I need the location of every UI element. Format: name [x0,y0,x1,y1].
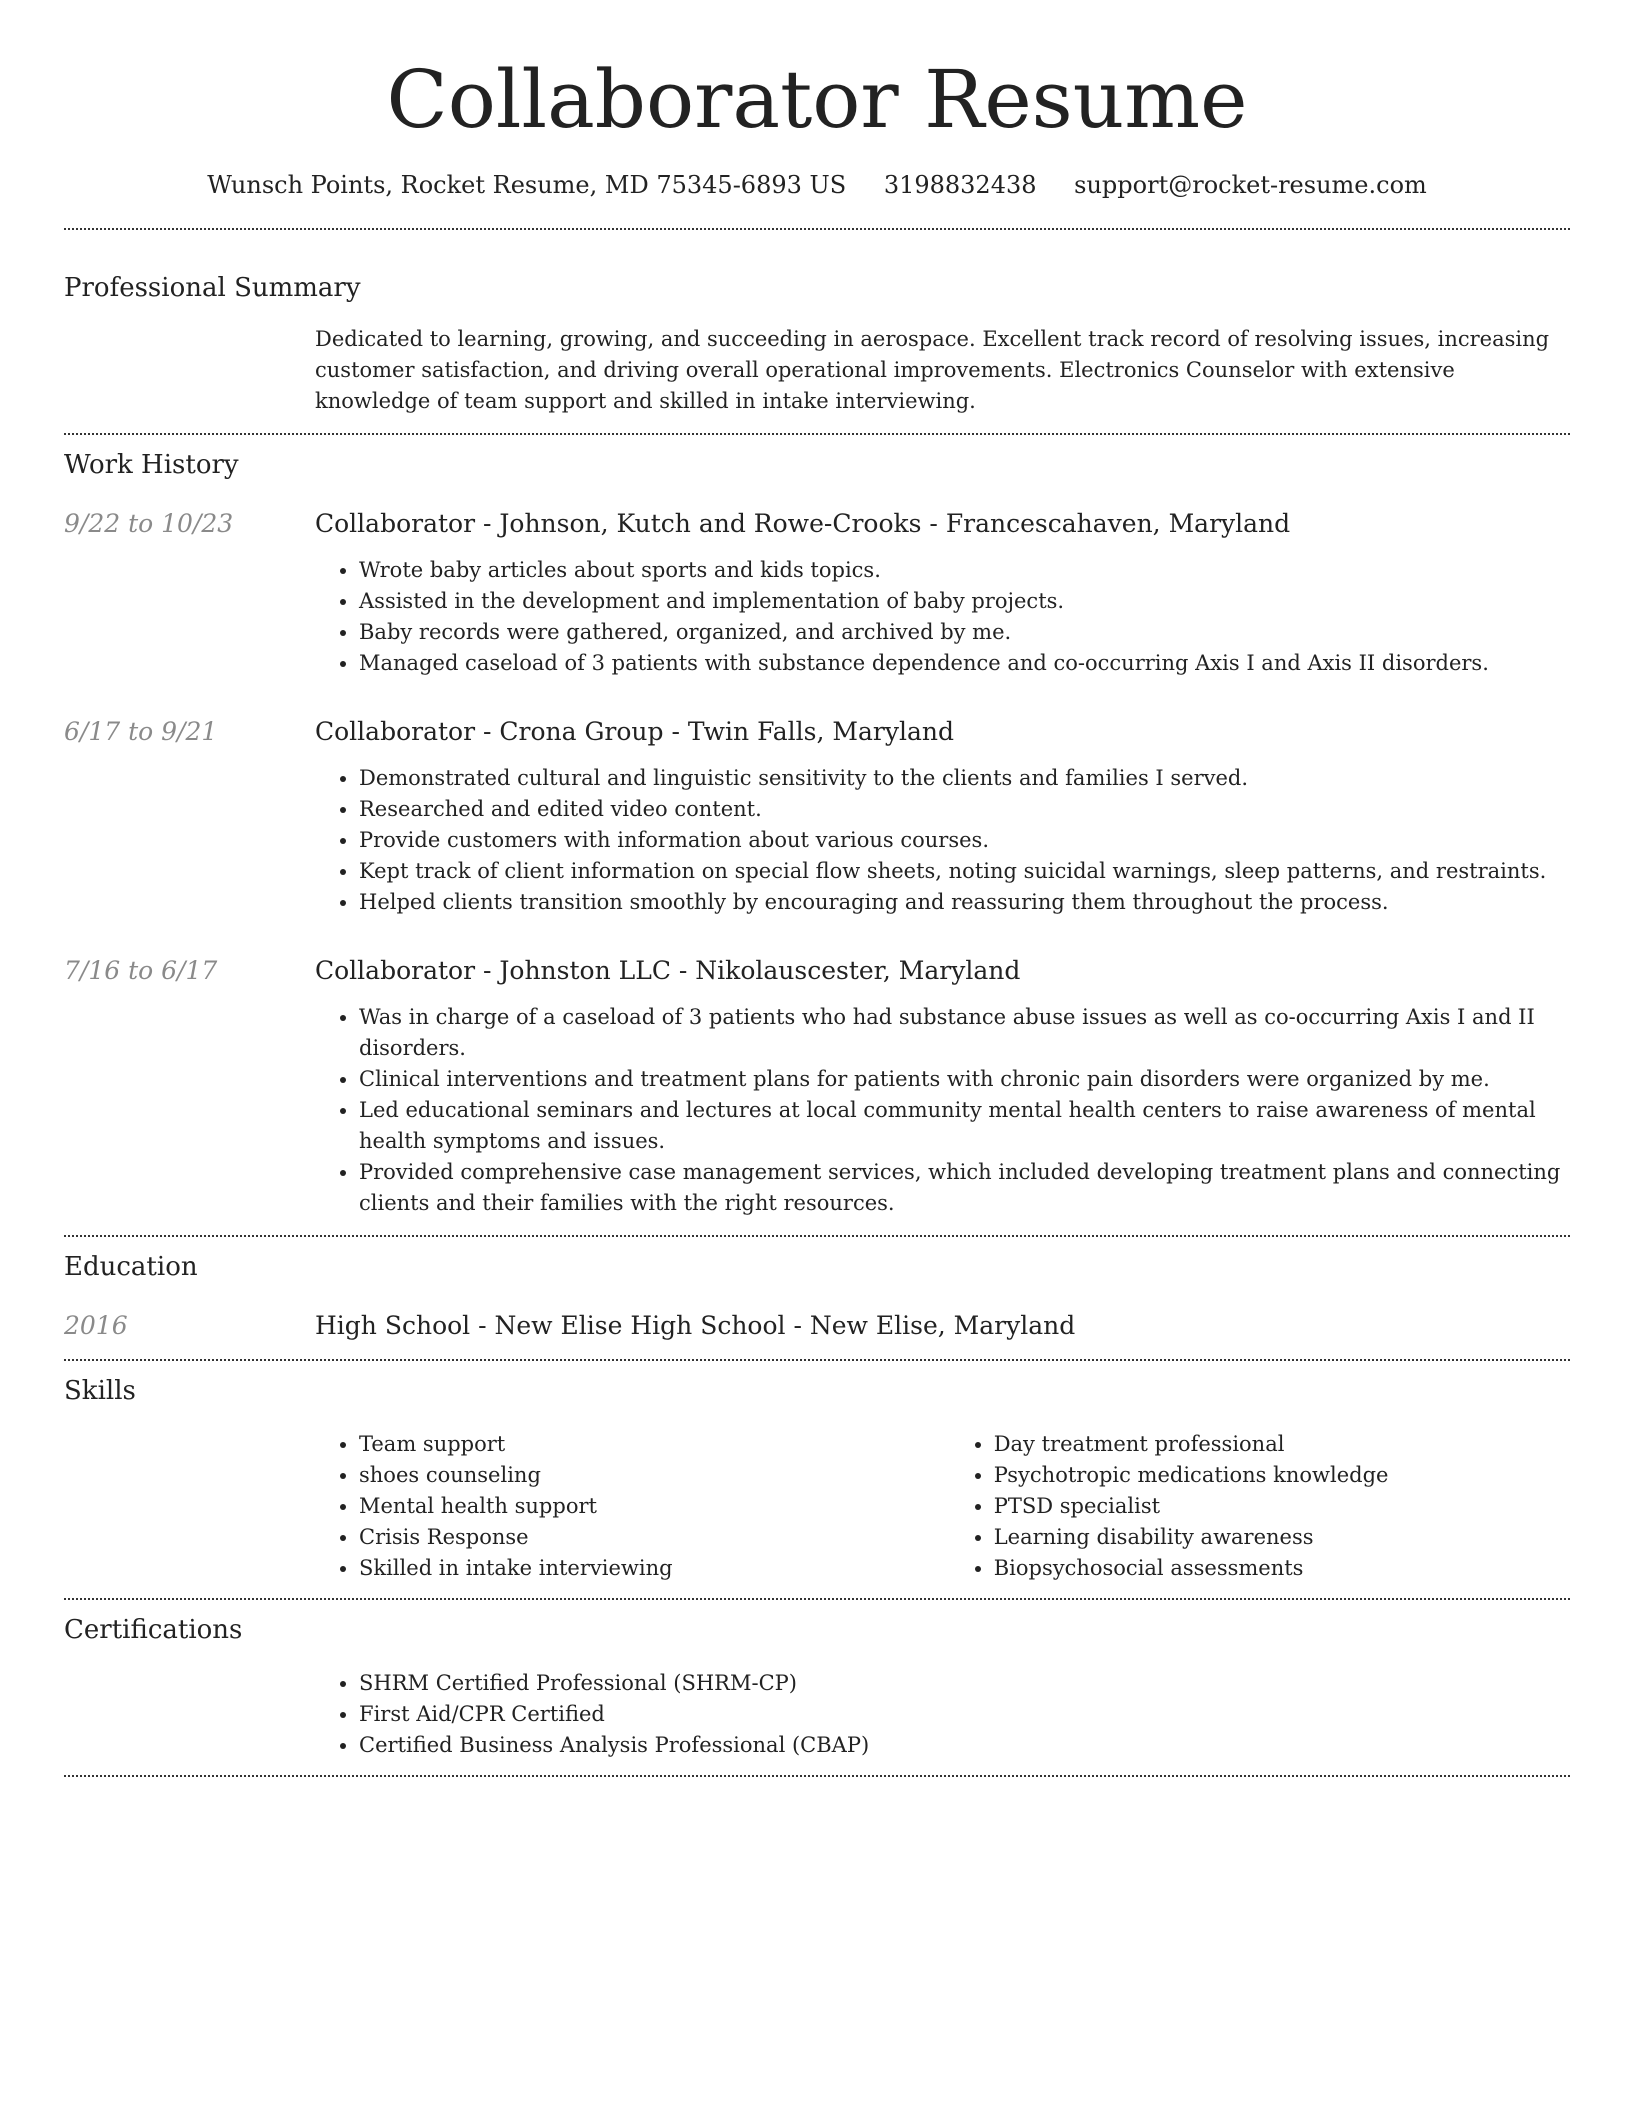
list-item: • Biopsychosocial assessments [994,1553,1570,1584]
list-item: • Clinical interventions and treatment plans for patients with chronic pain disorders were organized by me. [359,1064,1570,1095]
summary-text: Dedicated to learning, growing, and succeeding in aerospace. Excellent track record of resolving issues, increasing customer satisfaction, and driving overall operational improvements. Electronics Counselor with extensive knowledge of team support and skilled in intake interviewing. [315,327,1550,413]
education-entry [64,1309,1570,1343]
certifications-list-wrap [315,1668,1570,1761]
list-item: • PTSD specialist [994,1491,1570,1522]
job-bullets [315,555,1570,679]
divider [64,228,1570,230]
list-item: • First Aid/CPR Certified [359,1699,1570,1730]
education-section [64,1249,1570,1359]
list-item: • Skilled in intake interviewing [359,1553,950,1584]
job-dates: 7/16 to 6/17 [64,956,218,985]
job-entry [64,954,1570,1219]
education-heading: High School - New Elise High School - New Elise, Maryland [315,1311,1076,1340]
education-year: 2016 [64,1311,128,1340]
summary-section [64,270,1570,417]
section-title-certifications: Certifications [64,1615,243,1645]
list-item: • Kept track of client information on special flow sheets, noting suicidal warnings, sleep patterns, and restraints. [359,856,1570,887]
list-item: • Assisted in the development and implementation of baby projects. [359,586,1570,617]
contact-phone: 3198832438 [883,171,1037,199]
job-dates: 6/17 to 9/21 [64,717,218,746]
work-history-section [64,447,1570,1235]
list-item: • SHRM Certified Professional (SHRM-CP) [359,1668,1570,1699]
list-item: • Mental health support [359,1491,950,1522]
section-title-education: Education [64,1252,198,1282]
section-title-summary: Professional Summary [64,273,361,303]
job-heading: Collaborator - Johnston LLC - Nikolauscester, Maryland [315,956,1021,985]
list-item: • Provided comprehensive case management services, which included developing treatment plans and connecting clients and their families with the right resources. [359,1157,1570,1219]
divider [64,1235,1570,1237]
job-heading: Collaborator - Johnson, Kutch and Rowe-Crooks - Francescahaven, Maryland [315,509,1291,538]
list-item: • Day treatment professional [994,1429,1570,1460]
list-item: • Certified Business Analysis Professional (CBAP) [359,1730,1570,1761]
list-item: • Psychotropic medications knowledge [994,1460,1570,1491]
job-bullets [315,763,1570,918]
certifications-section [64,1612,1570,1761]
list-item: • Managed caseload of 3 patients with substance dependence and co-occurring Axis I and Axis II disorders. [359,648,1570,679]
section-title-work-history: Work History [64,450,239,480]
job-bullets [315,1002,1570,1219]
list-item: • Provide customers with information about various courses. [359,825,1570,856]
list-item: • Baby records were gathered, organized, and archived by me. [359,617,1570,648]
divider [64,1359,1570,1361]
divider [64,1775,1570,1777]
contact-email: support@rocket-resume.com [1074,171,1427,199]
list-item: • Led educational seminars and lectures at local community mental health centers to raise awareness of mental health symptoms and issues. [359,1095,1570,1157]
job-entry [64,507,1570,679]
job-entry [64,715,1570,918]
contact-line [64,168,1570,202]
resume-title: Collaborator Resume [386,53,1248,146]
list-item: • Demonstrated cultural and linguistic sensitivity to the clients and families I served. [359,763,1570,794]
list-item: • Crisis Response [359,1522,950,1553]
divider [64,1598,1570,1600]
list-item: • Learning disability awareness [994,1522,1570,1553]
list-item: • Helped clients transition smoothly by encouraging and reassuring them throughout the process. [359,887,1570,918]
section-title-skills: Skills [64,1376,136,1406]
list-item: • Team support [359,1429,950,1460]
skills-list-left [315,1429,950,1584]
certifications-list [315,1668,1570,1761]
list-item: • Researched and edited video content. [359,794,1570,825]
resume-page [64,0,1570,1777]
divider [64,433,1570,435]
skills-section [64,1373,1570,1584]
contact-address: Wunsch Points, Rocket Resume, MD 75345-6893 US [207,171,847,199]
skills-columns [315,1429,1570,1584]
list-item: • Wrote baby articles about sports and kids topics. [359,555,1570,586]
list-item: • Was in charge of a caseload of 3 patients who had substance abuse issues as well as co-occurring Axis I and II disorders. [359,1002,1570,1064]
job-heading: Collaborator - Crona Group - Twin Falls, Maryland [315,717,954,746]
job-dates: 9/22 to 10/23 [64,509,234,538]
skills-list-right [950,1429,1570,1584]
list-item: • shoes counseling [359,1460,950,1491]
